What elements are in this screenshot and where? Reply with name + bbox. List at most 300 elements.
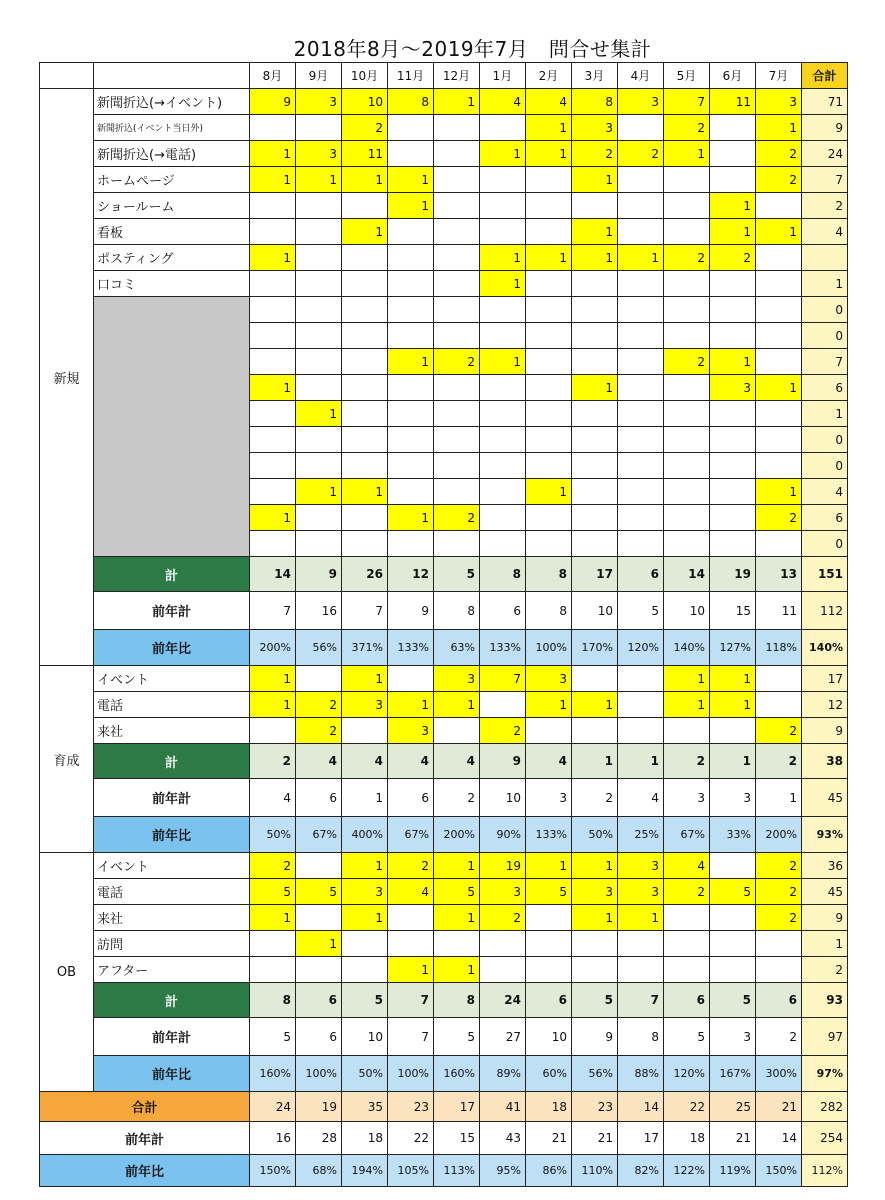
value-cell — [572, 297, 618, 323]
value-cell: 3 — [618, 89, 664, 115]
value-cell — [710, 718, 756, 744]
row-label: アフター — [94, 957, 250, 983]
value-cell — [342, 271, 388, 297]
value-cell — [526, 271, 572, 297]
value-cell — [664, 479, 710, 505]
row-label: 看板 — [94, 219, 250, 245]
value-cell — [480, 323, 526, 349]
value-cell — [664, 193, 710, 219]
value-cell: 1 — [756, 115, 802, 141]
value-cell — [296, 531, 342, 557]
prev-value: 9 — [388, 592, 434, 630]
value-cell: 1 — [434, 692, 480, 718]
table-row — [40, 271, 848, 297]
sum-value: 17 — [572, 557, 618, 592]
grand-ratio-value: 105% — [388, 1155, 434, 1187]
value-cell — [526, 505, 572, 531]
row-total: 45 — [802, 879, 848, 905]
grand-sum-value: 18 — [526, 1092, 572, 1122]
value-cell — [756, 453, 802, 479]
sum-value: 26 — [342, 557, 388, 592]
value-cell — [618, 692, 664, 718]
value-cell — [296, 323, 342, 349]
ratio-value: 50% — [342, 1056, 388, 1092]
sum-value: 4 — [526, 744, 572, 779]
sum-value: 9 — [480, 744, 526, 779]
value-cell: 1 — [710, 692, 756, 718]
value-cell — [250, 297, 296, 323]
row-total: 71 — [802, 89, 848, 115]
sum-value: 1 — [618, 744, 664, 779]
prev-total: 97 — [802, 1018, 848, 1056]
table-row — [40, 692, 848, 718]
value-cell: 1 — [434, 957, 480, 983]
row-total: 4 — [802, 479, 848, 505]
ratio-value: 89% — [480, 1056, 526, 1092]
ratio-value: 90% — [480, 817, 526, 853]
sum-value: 1 — [572, 744, 618, 779]
table-row — [40, 193, 848, 219]
ratio-value: 56% — [572, 1056, 618, 1092]
value-cell: 1 — [710, 193, 756, 219]
value-cell: 3 — [526, 666, 572, 692]
sum-value: 7 — [388, 983, 434, 1018]
prev-value: 1 — [342, 779, 388, 817]
value-cell — [664, 531, 710, 557]
table-row — [40, 89, 848, 115]
ratio-value: 133% — [526, 817, 572, 853]
value-cell: 2 — [756, 505, 802, 531]
table-row — [40, 718, 848, 744]
value-cell — [756, 531, 802, 557]
row-total: 1 — [802, 931, 848, 957]
ratio-value: 63% — [434, 630, 480, 666]
value-cell — [710, 531, 756, 557]
prev-value: 3 — [526, 779, 572, 817]
value-cell — [710, 479, 756, 505]
value-cell — [480, 505, 526, 531]
value-cell: 2 — [480, 905, 526, 931]
value-cell — [434, 141, 480, 167]
value-cell — [664, 453, 710, 479]
value-cell — [526, 427, 572, 453]
grand-ratio-value: 194% — [342, 1155, 388, 1187]
sum-row — [40, 744, 848, 779]
value-cell — [388, 531, 434, 557]
value-cell — [480, 115, 526, 141]
value-cell — [342, 427, 388, 453]
table-row — [40, 957, 848, 983]
value-cell: 10 — [342, 89, 388, 115]
value-cell: 2 — [756, 167, 802, 193]
ratio-value: 88% — [618, 1056, 664, 1092]
ratio-total: 97% — [802, 1056, 848, 1092]
value-cell — [388, 297, 434, 323]
prev-value: 15 — [710, 592, 756, 630]
value-cell: 1 — [434, 853, 480, 879]
value-cell: 3 — [756, 89, 802, 115]
sum-value: 6 — [756, 983, 802, 1018]
value-cell — [756, 957, 802, 983]
value-cell: 1 — [342, 167, 388, 193]
value-cell — [480, 427, 526, 453]
ratio-value: 56% — [296, 630, 342, 666]
row-total: 9 — [802, 115, 848, 141]
value-cell: 1 — [572, 167, 618, 193]
prev-value: 1 — [756, 779, 802, 817]
value-cell: 1 — [526, 115, 572, 141]
value-cell: 3 — [618, 853, 664, 879]
grand-sum-value: 14 — [618, 1092, 664, 1122]
value-cell — [296, 193, 342, 219]
row-label: 新聞折込(→イベント) — [94, 89, 250, 115]
value-cell: 2 — [296, 692, 342, 718]
value-cell: 1 — [710, 666, 756, 692]
value-cell — [572, 453, 618, 479]
row-label: イベント — [94, 666, 250, 692]
sum-value: 6 — [296, 983, 342, 1018]
value-cell: 2 — [342, 115, 388, 141]
value-cell — [434, 219, 480, 245]
prev-value: 7 — [342, 592, 388, 630]
value-cell — [618, 931, 664, 957]
value-cell — [342, 531, 388, 557]
value-cell: 1 — [480, 271, 526, 297]
ratio-value: 300% — [756, 1056, 802, 1092]
value-cell — [434, 479, 480, 505]
value-cell: 5 — [296, 879, 342, 905]
grand-prev-value: 18 — [664, 1122, 710, 1155]
value-cell — [710, 297, 756, 323]
value-cell — [434, 718, 480, 744]
sum-value: 6 — [618, 557, 664, 592]
value-cell: 2 — [572, 141, 618, 167]
row-total: 0 — [802, 297, 848, 323]
value-cell — [618, 401, 664, 427]
value-cell — [618, 115, 664, 141]
value-cell — [526, 453, 572, 479]
value-cell: 2 — [664, 349, 710, 375]
value-cell: 3 — [434, 666, 480, 692]
value-cell — [480, 453, 526, 479]
value-cell: 1 — [250, 666, 296, 692]
sum-value: 4 — [296, 744, 342, 779]
value-cell — [434, 531, 480, 557]
grand-ratio-value: 86% — [526, 1155, 572, 1187]
value-cell — [250, 349, 296, 375]
value-cell — [434, 297, 480, 323]
value-cell — [296, 271, 342, 297]
row-total: 0 — [802, 453, 848, 479]
prev-value: 4 — [618, 779, 664, 817]
sum-label: 計 — [94, 744, 250, 779]
prev-row — [40, 592, 848, 630]
value-cell — [756, 427, 802, 453]
value-cell: 2 — [756, 141, 802, 167]
grand-prev-value: 22 — [388, 1122, 434, 1155]
ratio-label: 前年比 — [94, 630, 250, 666]
value-cell: 1 — [388, 505, 434, 531]
value-cell: 4 — [388, 879, 434, 905]
total-header: 合計 — [802, 63, 848, 89]
value-cell — [480, 297, 526, 323]
sum-value: 8 — [434, 983, 480, 1018]
sum-value: 13 — [756, 557, 802, 592]
sum-label: 計 — [94, 557, 250, 592]
prev-value: 2 — [434, 779, 480, 817]
row-label: 電話 — [94, 692, 250, 718]
value-cell — [572, 323, 618, 349]
grand-sum-value: 23 — [388, 1092, 434, 1122]
grand-prev-row — [40, 1122, 848, 1155]
row-label: イベント — [94, 853, 250, 879]
table-row — [40, 167, 848, 193]
inquiry-summary-table — [39, 62, 848, 1187]
value-cell — [342, 323, 388, 349]
grand-sum-value: 22 — [664, 1092, 710, 1122]
table-row — [40, 853, 848, 879]
grand-prev-value: 15 — [434, 1122, 480, 1155]
value-cell — [618, 427, 664, 453]
row-total: 6 — [802, 375, 848, 401]
value-cell — [756, 931, 802, 957]
value-cell: 3 — [710, 375, 756, 401]
value-cell: 1 — [250, 167, 296, 193]
grand-prev-value: 14 — [756, 1122, 802, 1155]
value-cell: 1 — [526, 141, 572, 167]
value-cell: 1 — [388, 692, 434, 718]
value-cell — [756, 323, 802, 349]
value-cell — [250, 115, 296, 141]
value-cell — [618, 297, 664, 323]
table-row — [40, 931, 848, 957]
value-cell — [480, 957, 526, 983]
prev-value: 10 — [664, 592, 710, 630]
value-cell — [388, 453, 434, 479]
prev-value: 3 — [710, 1018, 756, 1056]
value-cell: 3 — [342, 879, 388, 905]
grand-ratio-value: 110% — [572, 1155, 618, 1187]
value-cell — [388, 375, 434, 401]
value-cell: 1 — [480, 141, 526, 167]
row-total — [802, 245, 848, 271]
value-cell — [526, 219, 572, 245]
prev-row — [40, 779, 848, 817]
value-cell — [572, 666, 618, 692]
corner-cell — [40, 63, 94, 89]
value-cell — [664, 931, 710, 957]
prev-value: 10 — [526, 1018, 572, 1056]
row-total: 36 — [802, 853, 848, 879]
prev-value: 8 — [434, 592, 480, 630]
grand-prev-label: 前年計 — [40, 1122, 250, 1155]
value-cell: 2 — [756, 905, 802, 931]
row-label: 新聞折込(イベント当日外) — [94, 115, 250, 141]
grand-sum-total: 282 — [802, 1092, 848, 1122]
month-header-row — [40, 63, 848, 89]
value-cell: 1 — [250, 245, 296, 271]
value-cell: 2 — [618, 141, 664, 167]
value-cell: 1 — [388, 349, 434, 375]
grand-prev-value: 21 — [526, 1122, 572, 1155]
value-cell — [664, 957, 710, 983]
value-cell — [526, 957, 572, 983]
value-cell — [618, 479, 664, 505]
month-header: 9月 — [296, 63, 342, 89]
value-cell — [250, 219, 296, 245]
value-cell — [664, 718, 710, 744]
value-cell: 2 — [250, 853, 296, 879]
prev-value: 2 — [756, 1018, 802, 1056]
ratio-label: 前年比 — [94, 817, 250, 853]
value-cell — [710, 141, 756, 167]
value-cell: 3 — [480, 879, 526, 905]
grand-sum-value: 41 — [480, 1092, 526, 1122]
value-cell — [434, 401, 480, 427]
value-cell: 2 — [434, 349, 480, 375]
value-cell — [756, 401, 802, 427]
value-cell: 1 — [250, 505, 296, 531]
value-cell — [296, 219, 342, 245]
ratio-value: 33% — [710, 817, 756, 853]
ratio-value: 133% — [480, 630, 526, 666]
value-cell: 1 — [480, 349, 526, 375]
ratio-value: 200% — [434, 817, 480, 853]
value-cell — [664, 375, 710, 401]
sum-value: 2 — [756, 744, 802, 779]
grand-prev-value: 28 — [296, 1122, 342, 1155]
prev-value: 2 — [572, 779, 618, 817]
ratio-value: 67% — [388, 817, 434, 853]
value-cell — [664, 427, 710, 453]
value-cell — [388, 479, 434, 505]
ratio-value: 67% — [296, 817, 342, 853]
sum-value: 8 — [526, 557, 572, 592]
value-cell — [434, 931, 480, 957]
value-cell — [572, 401, 618, 427]
value-cell — [526, 193, 572, 219]
prev-label: 前年計 — [94, 592, 250, 630]
row-total: 7 — [802, 349, 848, 375]
grand-ratio-row — [40, 1155, 848, 1187]
row-total: 2 — [802, 957, 848, 983]
prev-value: 5 — [434, 1018, 480, 1056]
value-cell: 1 — [388, 167, 434, 193]
row-total: 6 — [802, 505, 848, 531]
value-cell — [250, 479, 296, 505]
month-header: 1月 — [480, 63, 526, 89]
value-cell: 2 — [296, 718, 342, 744]
value-cell — [342, 957, 388, 983]
value-cell: 1 — [342, 479, 388, 505]
value-cell — [296, 375, 342, 401]
grand-sum-row — [40, 1092, 848, 1122]
ratio-value: 167% — [710, 1056, 756, 1092]
value-cell — [710, 427, 756, 453]
value-cell — [388, 323, 434, 349]
value-cell — [618, 167, 664, 193]
value-cell — [342, 349, 388, 375]
value-cell: 1 — [756, 375, 802, 401]
value-cell — [296, 853, 342, 879]
value-cell: 1 — [342, 666, 388, 692]
sum-row — [40, 983, 848, 1018]
value-cell — [710, 401, 756, 427]
value-cell — [342, 453, 388, 479]
value-cell: 1 — [296, 401, 342, 427]
value-cell: 1 — [526, 479, 572, 505]
prev-value: 6 — [480, 592, 526, 630]
value-cell — [388, 401, 434, 427]
value-cell: 1 — [756, 479, 802, 505]
row-total: 1 — [802, 271, 848, 297]
value-cell — [618, 718, 664, 744]
value-cell — [618, 453, 664, 479]
value-cell — [250, 718, 296, 744]
row-total: 2 — [802, 193, 848, 219]
value-cell — [618, 193, 664, 219]
row-total: 1 — [802, 401, 848, 427]
prev-value: 10 — [342, 1018, 388, 1056]
row-label: 来社 — [94, 718, 250, 744]
grand-ratio-value: 119% — [710, 1155, 756, 1187]
row-total: 24 — [802, 141, 848, 167]
ratio-value: 67% — [664, 817, 710, 853]
sum-total: 93 — [802, 983, 848, 1018]
row-label: 訪問 — [94, 931, 250, 957]
value-cell: 1 — [388, 193, 434, 219]
prev-total: 112 — [802, 592, 848, 630]
value-cell — [296, 666, 342, 692]
value-cell: 3 — [296, 141, 342, 167]
ratio-row — [40, 817, 848, 853]
value-cell: 5 — [434, 879, 480, 905]
value-cell — [664, 297, 710, 323]
value-cell: 2 — [664, 115, 710, 141]
value-cell — [388, 219, 434, 245]
value-cell: 1 — [342, 219, 388, 245]
prev-value: 10 — [572, 592, 618, 630]
prev-value: 6 — [296, 779, 342, 817]
value-cell: 2 — [710, 245, 756, 271]
value-cell — [388, 271, 434, 297]
row-total: 17 — [802, 666, 848, 692]
grand-ratio-total: 112% — [802, 1155, 848, 1187]
value-cell — [526, 323, 572, 349]
value-cell — [480, 479, 526, 505]
section-label: 育成 — [40, 666, 94, 853]
grand-prev-value: 16 — [250, 1122, 296, 1155]
grand-prev-value: 17 — [618, 1122, 664, 1155]
sum-value: 4 — [434, 744, 480, 779]
prev-label: 前年計 — [94, 1018, 250, 1056]
value-cell — [710, 453, 756, 479]
value-cell: 1 — [434, 905, 480, 931]
prev-value: 3 — [710, 779, 756, 817]
ratio-value: 100% — [388, 1056, 434, 1092]
row-total: 0 — [802, 531, 848, 557]
month-header: 11月 — [388, 63, 434, 89]
value-cell — [342, 718, 388, 744]
prev-label: 前年計 — [94, 779, 250, 817]
value-cell: 1 — [434, 89, 480, 115]
sum-value: 5 — [710, 983, 756, 1018]
value-cell — [710, 115, 756, 141]
ratio-value: 50% — [250, 817, 296, 853]
section-label: OB — [40, 853, 94, 1092]
grand-sum-value: 24 — [250, 1092, 296, 1122]
value-cell — [618, 323, 664, 349]
